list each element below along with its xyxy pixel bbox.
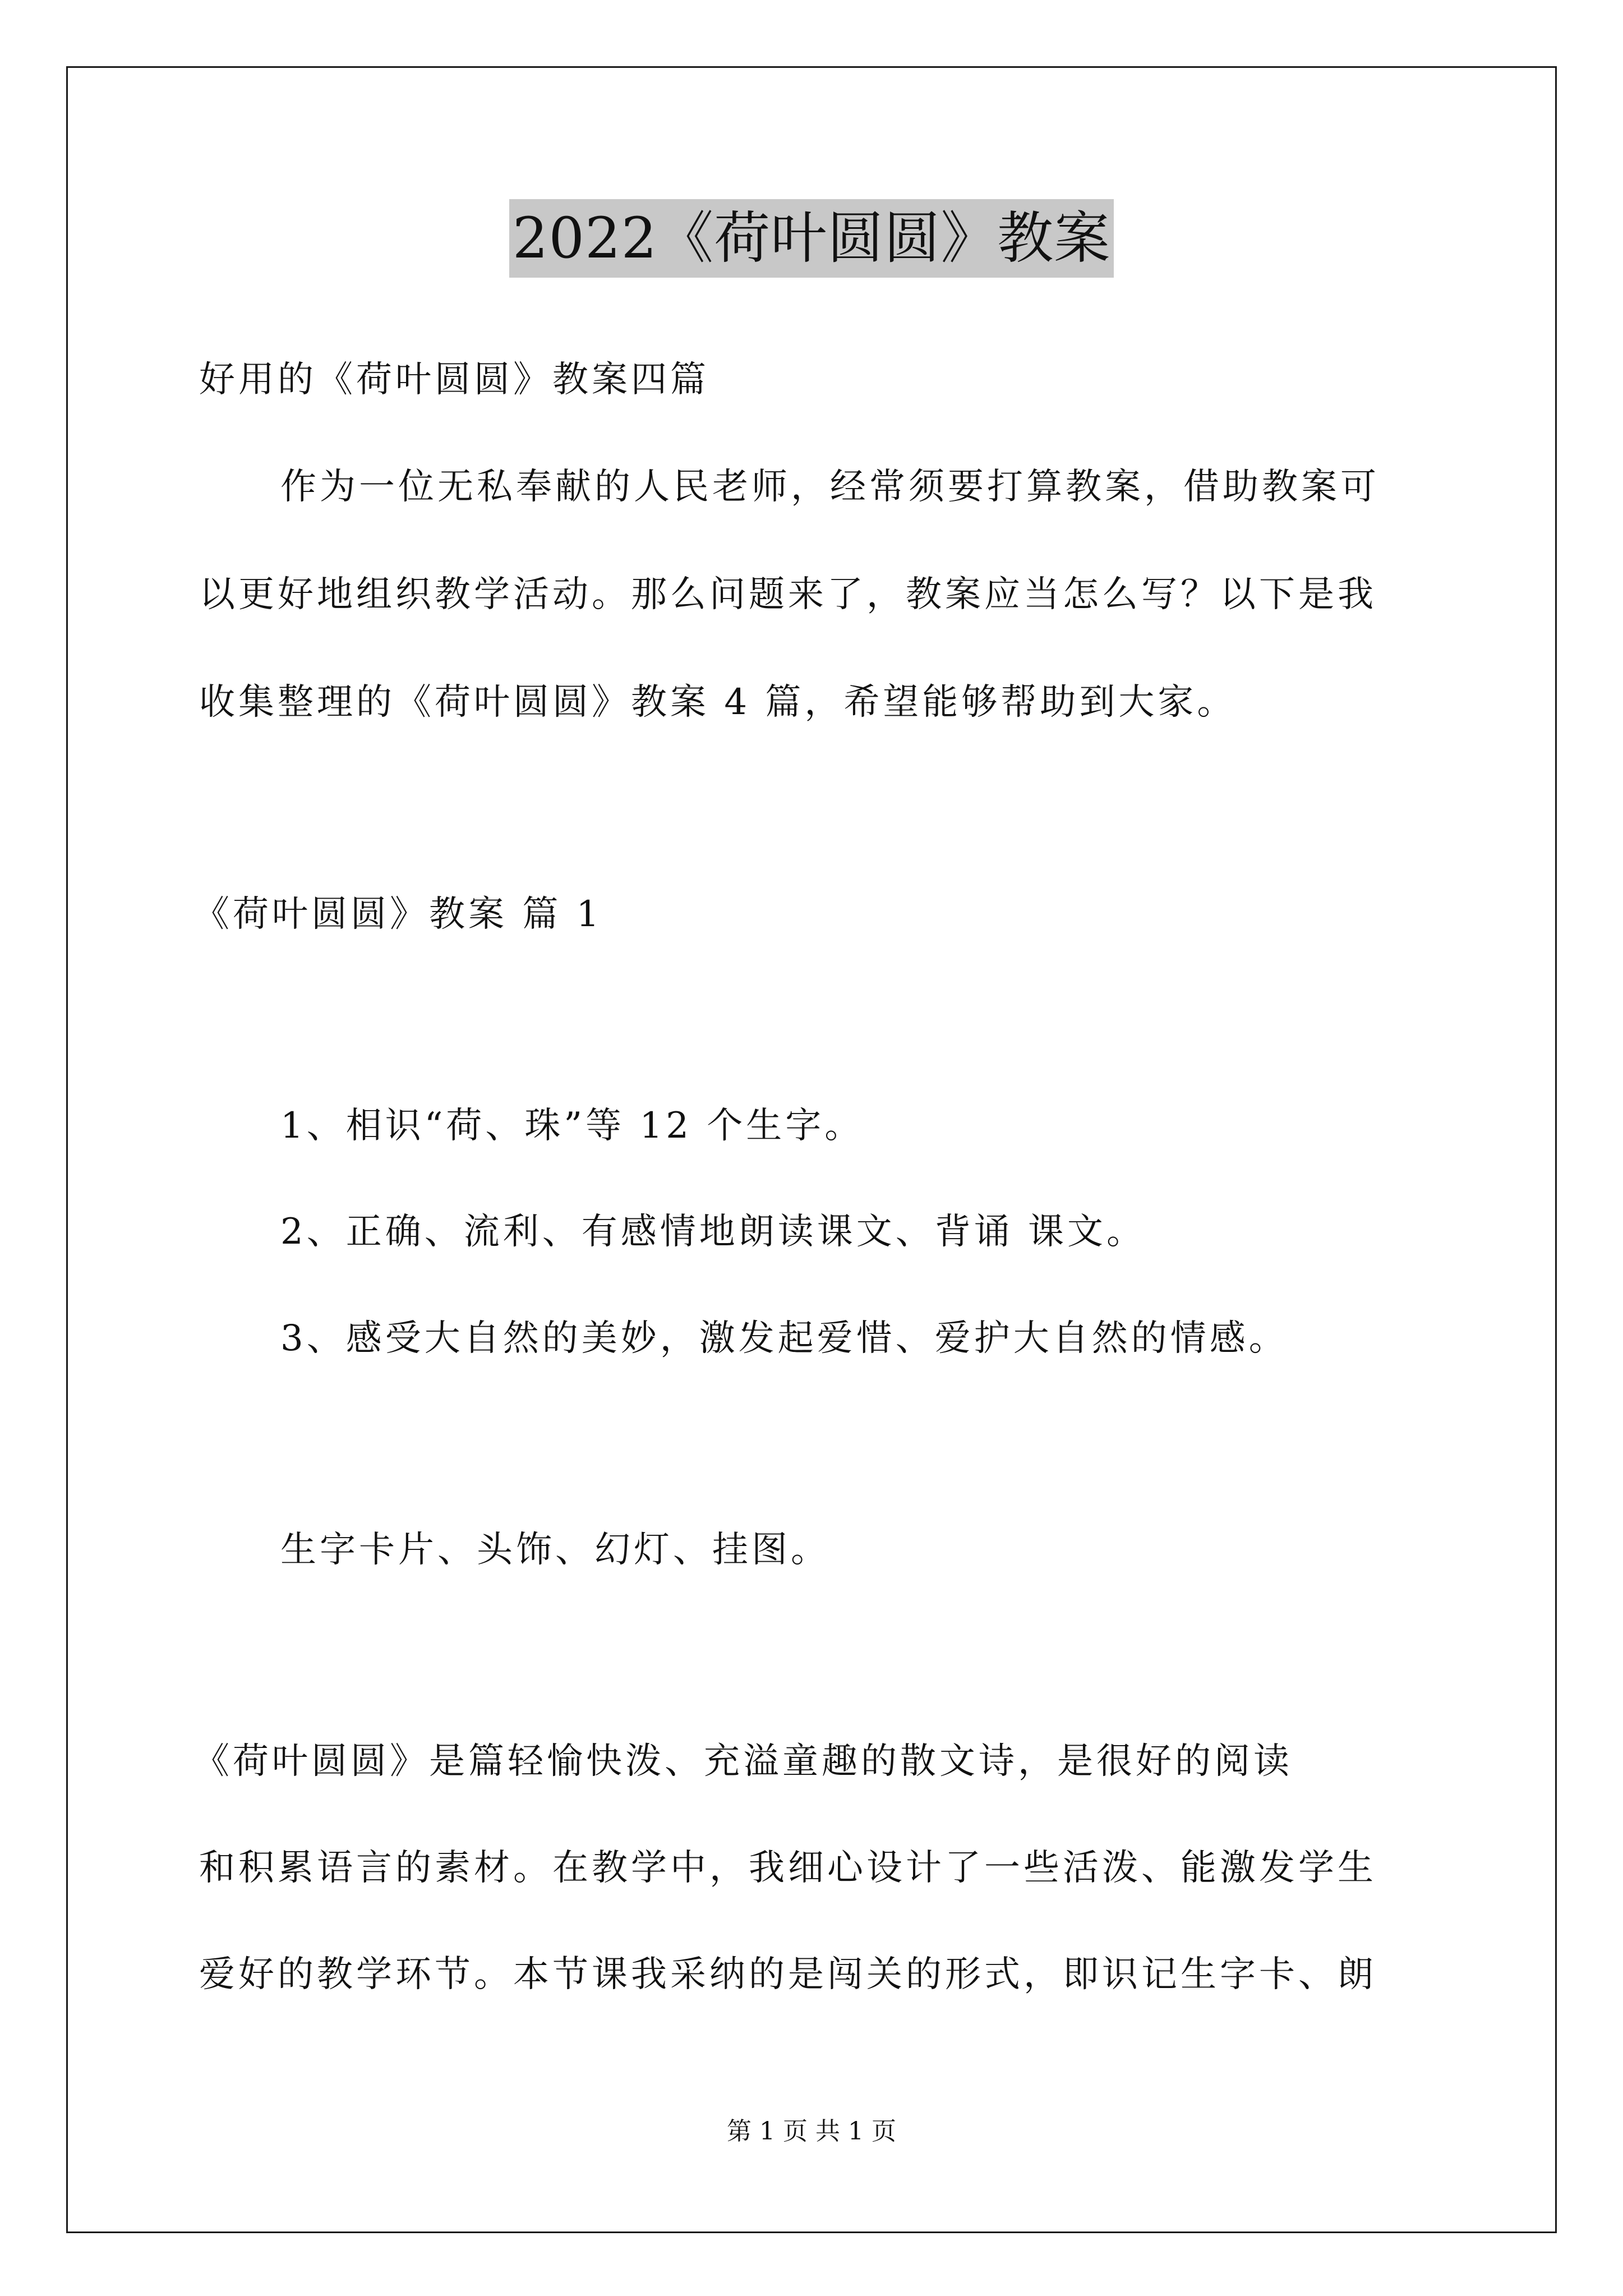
- document-subtitle: 好用的《荷叶圆圆》教案四篇: [199, 359, 709, 401]
- analysis-line-1: 《荷叶圆圆》是篇轻愉快泼、充溢童趣的散文诗，是很好的阅读: [193, 1741, 1293, 1782]
- title-block: [0, 199, 1623, 278]
- analysis-line-3: 爱好的教学环节。本节课我采纳的是闯关的形式，即识记生字卡、朗: [199, 1954, 1377, 1995]
- intro-line-3: 收集整理的《荷叶圆圆》教案 4 篇，希望能够帮助到大家。: [199, 682, 1237, 723]
- materials-line: 生字卡片、头饰、幻灯、挂图。: [280, 1529, 830, 1571]
- section-heading: 《荷叶圆圆》教案 篇 1: [193, 894, 603, 935]
- page-footer: 第 1 页 共 1 页: [727, 2117, 896, 2146]
- intro-line-2: 以更好地组织教学活动。那么问题来了，教案应当怎么写？以下是我: [199, 574, 1377, 615]
- document-title: 2022《荷叶圆圆》教案: [509, 199, 1114, 278]
- intro-line-1: 作为一位无私奉献的人民老师，经常须要打算教案，借助教案可: [280, 466, 1380, 508]
- objective-item-3: 3、感受大自然的美妙，激发起爱惜、爱护大自然的情感。: [280, 1318, 1288, 1359]
- objective-item-2: 2、正确、流利、有感情地朗读课文、背诵 课文。: [280, 1211, 1146, 1253]
- analysis-line-2: 和积累语言的素材。在教学中，我细心设计了一些活泼、能激发学生: [199, 1847, 1377, 1889]
- objective-item-1: 1、相识“荷、珠”等 12 个生字。: [280, 1105, 864, 1147]
